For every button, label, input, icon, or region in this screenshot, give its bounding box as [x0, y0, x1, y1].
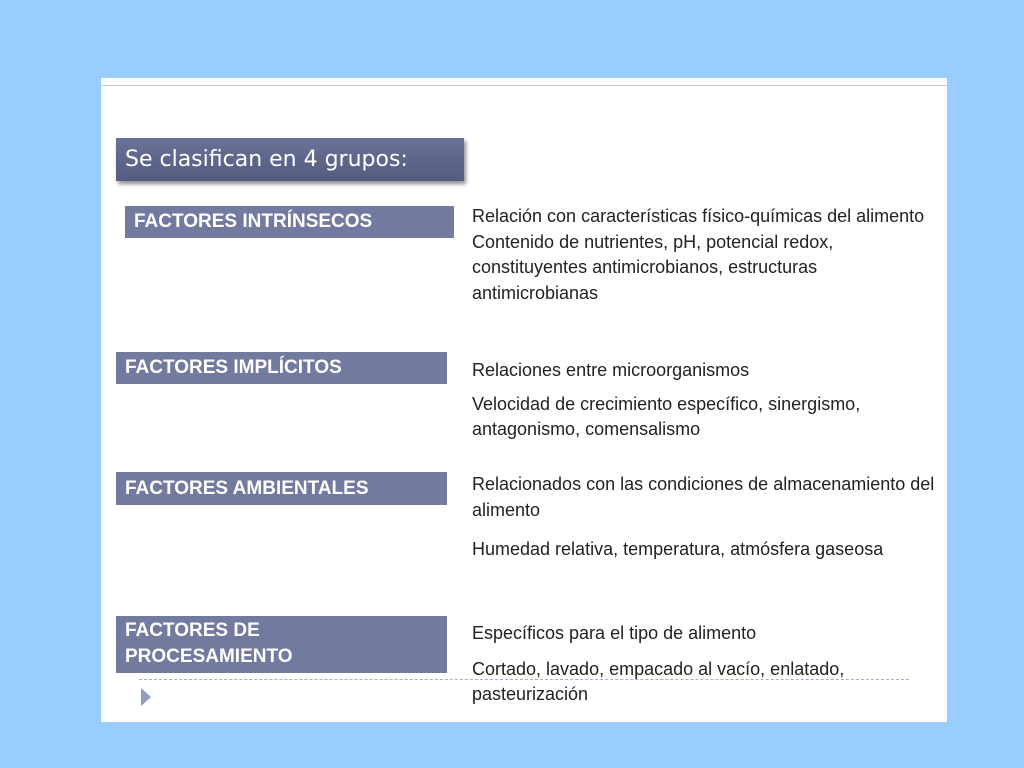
- label-factores-implicitos: FACTORES IMPLÍCITOS: [116, 352, 447, 384]
- desc-paragraph: Contenido de nutrientes, pH, potencial redox, constituyentes antimicrobianos, estructuras antimicrobianas: [472, 231, 834, 303]
- desc-paragraph: Relación con características físico-químicas del alimento: [472, 206, 925, 226]
- top-divider: [101, 85, 947, 86]
- label-line: PROCESAMIENTO: [125, 646, 293, 667]
- slide-header: Se clasifican en 4 grupos:: [116, 138, 464, 181]
- desc-paragraph: Relaciones entre microorganismos: [472, 360, 750, 380]
- slide: [101, 78, 947, 722]
- desc-paragraph: Específicos para el tipo de alimento: [472, 623, 757, 643]
- desc-paragraph: Relacionados con las condiciones de almacenamiento del alimento: [472, 474, 935, 520]
- desc-factores-ambientales: [472, 472, 942, 563]
- label-factores-intrinsecos: FACTORES INTRÍNSECOS: [125, 206, 454, 238]
- triangle-bullet-icon: [141, 688, 151, 706]
- desc-paragraph: Cortado, lavado, empacado al vacío, enlatado, pasteurización: [472, 658, 845, 704]
- label-line: FACTORES DE: [125, 620, 260, 641]
- footer-dashed-divider: [139, 679, 909, 680]
- label-factores-ambientales: FACTORES AMBIENTALES: [116, 472, 447, 505]
- desc-paragraph: Humedad relativa, temperatura, atmósfera gaseosa: [472, 539, 884, 559]
- label-factores-procesamiento: [116, 616, 447, 673]
- desc-factores-implicitos: [472, 358, 942, 443]
- desc-factores-intrinsecos: [472, 204, 942, 306]
- desc-paragraph: Velocidad de crecimiento específico, sinergismo, antagonismo, comensalismo: [472, 393, 861, 439]
- desc-factores-procesamiento: [472, 621, 942, 708]
